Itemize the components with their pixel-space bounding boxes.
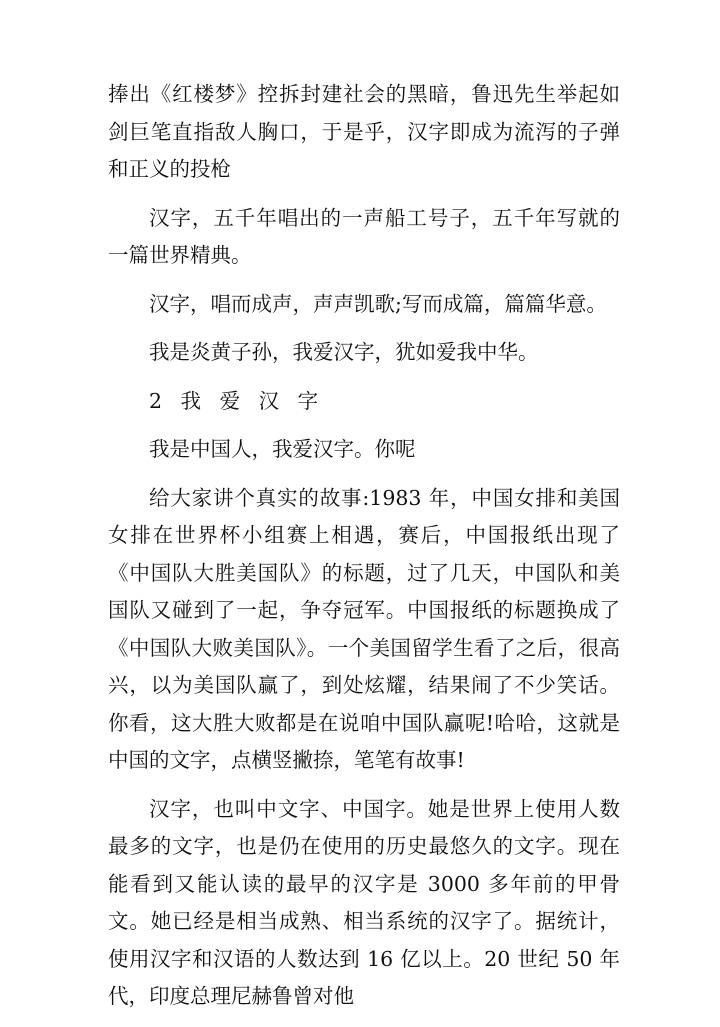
paragraph-hanzi-song: 汉字，唱而成声，声声凯歌;写而成篇，篇篇华意。 bbox=[149, 291, 607, 316]
paragraph-hanzi-history: 汉字，也叫中文字、中国字。她是世界上使用人数最多的文字，也是仍在使用的历史最悠久的文字。现在能看到又能认读的最早的汉字是 3000 多年前的甲骨文。她已经是相当成熟、相当系统的汉字了。据统计，使用汉字和汉语的人数达到 16 亿以上。20 世纪 50 年代，印度总理尼赫鲁曾对他 bbox=[108, 796, 620, 1008]
section-heading: 2 我 爱 汉 字 bbox=[149, 388, 325, 413]
paragraph-hongloumeng: 捧出《红楼梦》控拆封建社会的黑暗，鲁迅先生举起如剑巨笔直指敌人胸口，于是乎，汉字即成为流泻的子弹和正义的投枪 bbox=[108, 82, 620, 181]
document-body bbox=[108, 76, 620, 1027]
paragraph-volleyball-story: 给大家讲个真实的故事:1983 年，中国女排和美国女排在世界杯小组赛上相遇，赛后，中国报纸出现了《中国队大胜美国队》的标题，过了几天，中国队和美国队又碰到了一起，争夺冠军。中国报纸的标题换成了《中国队大败美国队》。一个美国留学生看了之后，很高兴，以为美国队赢了，到处炫耀，结果闹了不少笑话。你看，这大胜大败都是在说咱中国队赢呢!哈哈，这就是中国的文字，点横竖撇捺，笔笔有故事! bbox=[108, 485, 620, 772]
paragraph-hanzi-five-thousand-years: 汉字，五千年唱出的一声船工号子，五千年写就的一篇世界精典。 bbox=[108, 205, 620, 267]
paragraph-i-love-hanzi: 我是中国人，我爱汉字。你呢 bbox=[149, 437, 416, 461]
paragraph-descendant: 我是炎黄子孙，我爱汉字，犹如爱我中华。 bbox=[149, 340, 539, 364]
